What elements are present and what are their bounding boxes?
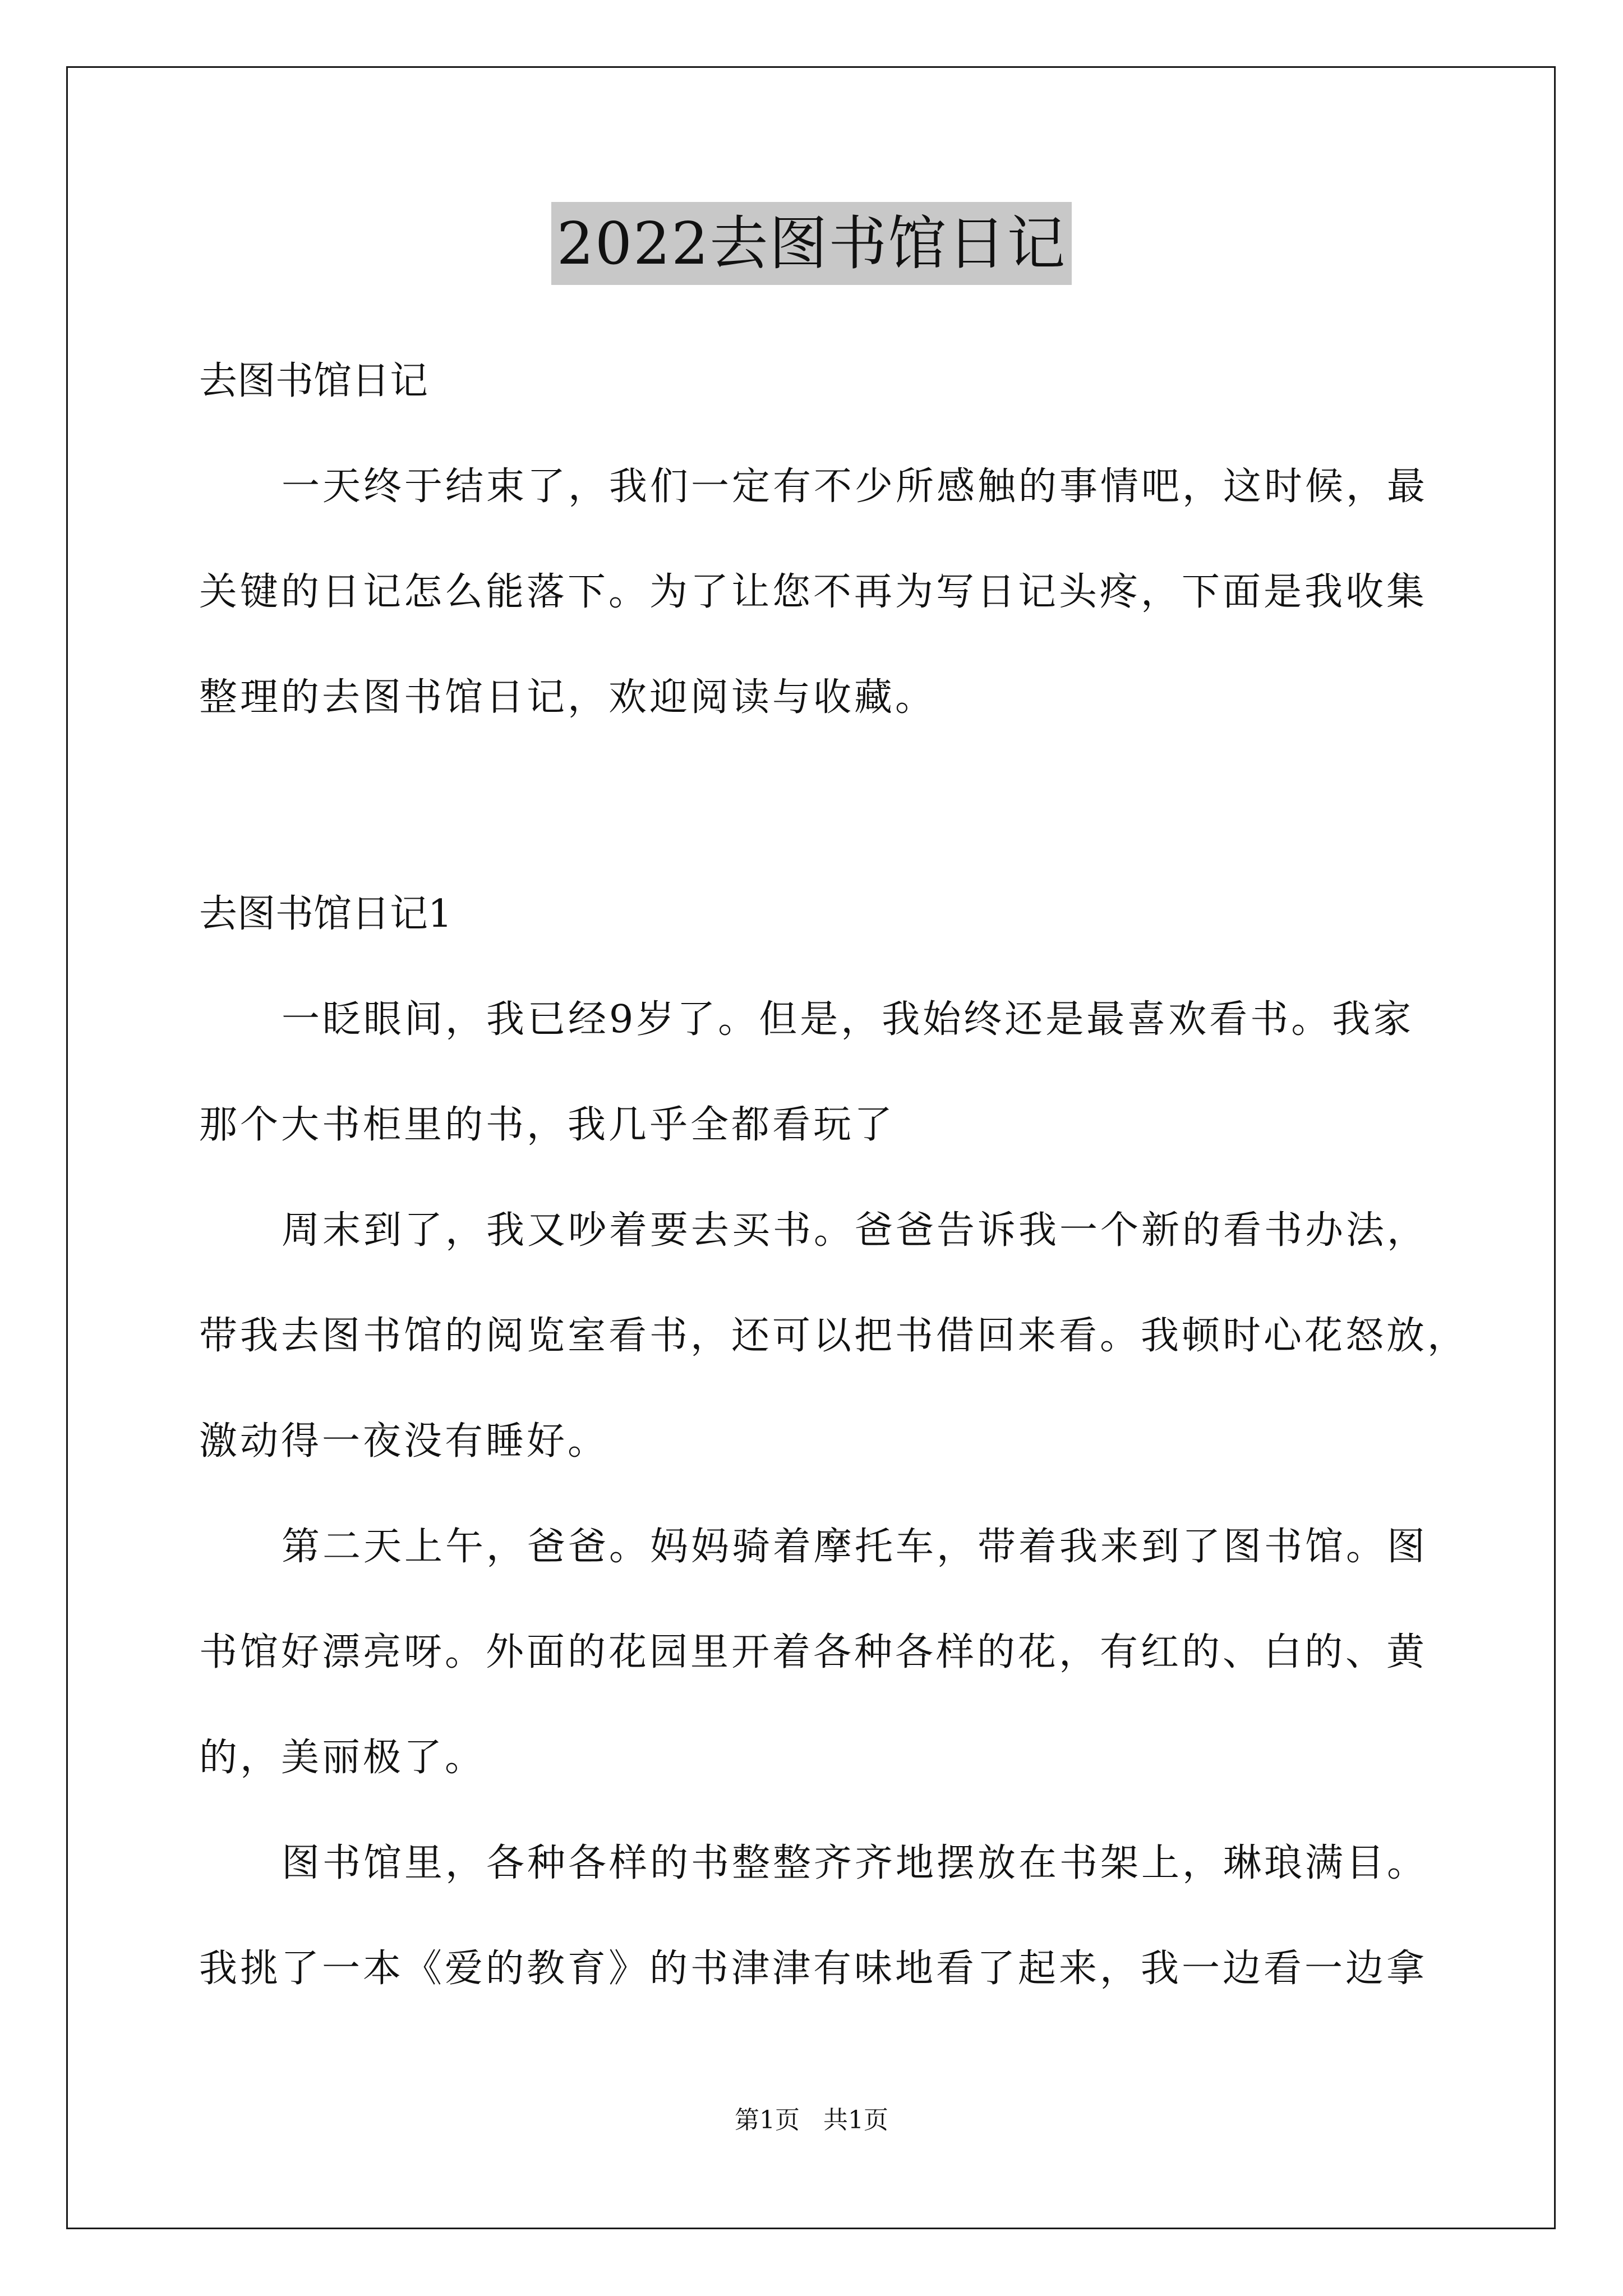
paragraph-line: 书馆好漂亮呀。外面的花园里开着各种各样的花，有红的、白的、黄 (199, 1630, 1428, 1674)
paragraph-line: 带我去图书馆的阅览室看书，还可以把书借回来看。我顿时心花怒放， (199, 1314, 1469, 1358)
paragraph-line: 一眨眼间，我已经9岁了。但是，我始终还是最喜欢看书。我家 (282, 997, 1414, 1042)
intro-heading: 去图书馆日记 (199, 359, 428, 403)
paragraph-line: 第二天上午，爸爸。妈妈骑着摩托车，带着我来到了图书馆。图 (282, 1525, 1428, 1569)
section-heading: 去图书馆日记1 (199, 892, 453, 936)
paragraph-line: 周末到了，我又吵着要去买书。爸爸告诉我一个新的看书办法， (282, 1208, 1428, 1253)
page-footer: 第1页 共1页 (735, 2106, 888, 2134)
title-container (0, 202, 1623, 285)
intro-line: 整理的去图书馆日记，欢迎阅读与收藏。 (199, 675, 937, 720)
intro-line: 一天终于结束了，我们一定有不少所感触的事情吧，这时候，最 (282, 464, 1428, 509)
paragraph-line: 那个大书柜里的书，我几乎全都看玩了 (199, 1103, 896, 1147)
paragraph-line: 的，美丽极了。 (199, 1736, 486, 1780)
intro-line: 关键的日记怎么能落下。为了让您不再为写日记头疼，下面是我收集 (199, 570, 1428, 614)
document-title: 2022去图书馆日记 (551, 202, 1072, 285)
paragraph-line: 图书馆里，各种各样的书整整齐齐地摆放在书架上，琳琅满目。 (282, 1841, 1428, 1885)
paragraph-line: 我挑了一本《爱的教育》的书津津有味地看了起来，我一边看一边拿 (199, 1947, 1428, 1991)
paragraph-line: 激动得一夜没有睡好。 (199, 1419, 609, 1464)
